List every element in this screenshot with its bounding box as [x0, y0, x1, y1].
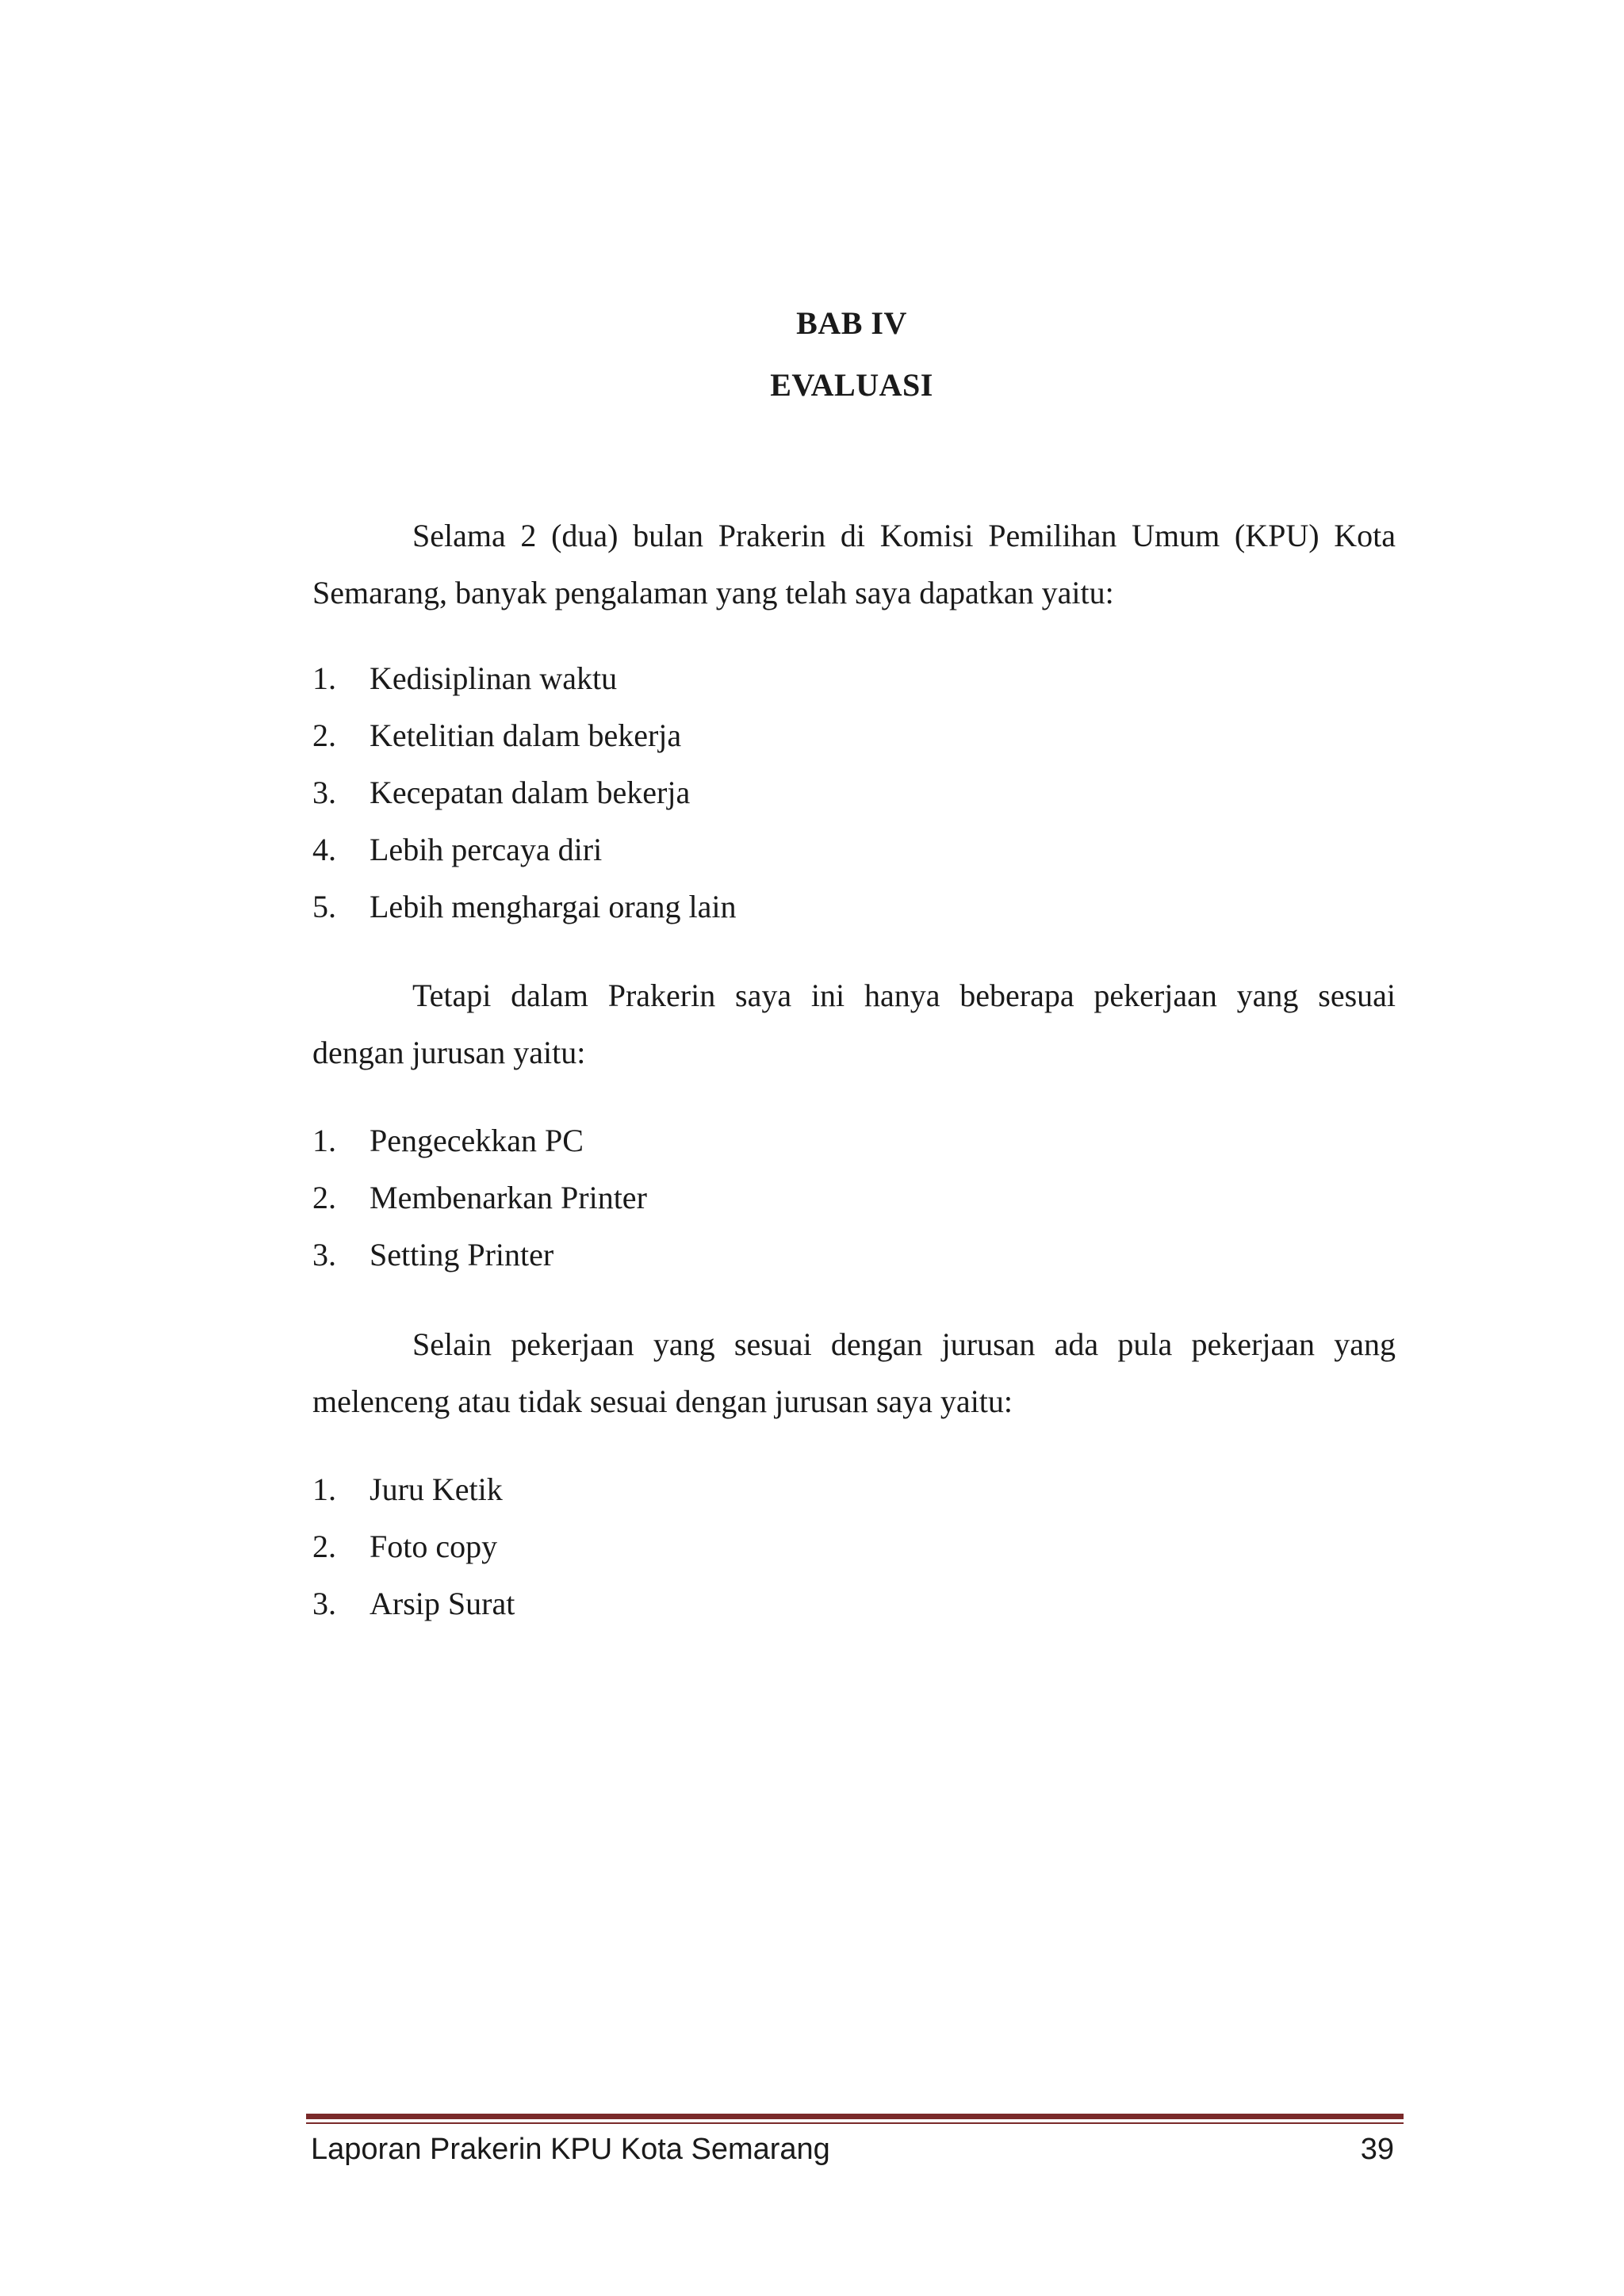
list-text: Lebih percaya diri [370, 832, 603, 867]
list-number: 2. [312, 1529, 336, 1564]
list-text: Kedisiplinan waktu [370, 660, 618, 696]
list-number: 2. [312, 1180, 336, 1215]
list-text: Setting Printer [370, 1237, 554, 1272]
paragraph-intro-line1: Selama 2 (dua) bulan Prakerin di Komisi Pemilihan Umum (KPU) Kota [412, 518, 1396, 553]
list-number: 1. [312, 1471, 336, 1507]
list-item [312, 650, 736, 707]
list-number: 3. [312, 775, 336, 810]
paragraph-intro [312, 507, 1396, 622]
list-text: Arsip Surat [370, 1586, 515, 1621]
list-number: 1. [312, 1123, 336, 1158]
unsuitable-work-list [312, 1461, 515, 1632]
paragraph-unsuitable-work [312, 1316, 1396, 1430]
list-item [312, 1575, 515, 1632]
list-number: 4. [312, 832, 336, 867]
paragraph-unsuitable-line1: Selain pekerjaan yang sesuai dengan jurusan ada pula pekerjaan yang [412, 1326, 1396, 1362]
list-item [312, 821, 736, 878]
list-item [312, 1518, 515, 1575]
list-number: 2. [312, 718, 336, 753]
paragraph-unsuitable-line2: melenceng atau tidak sesuai dengan jurusan saya yaitu: [312, 1383, 1013, 1419]
list-item [312, 1169, 647, 1226]
list-text: Ketelitian dalam bekerja [370, 718, 682, 753]
paragraph-intro-line2: Semarang, banyak pengalaman yang telah saya dapatkan yaitu: [312, 575, 1114, 610]
list-text: Foto copy [370, 1529, 498, 1564]
suitable-work-list [312, 1112, 647, 1284]
list-item [312, 878, 736, 936]
list-number: 5. [312, 889, 336, 924]
page-number: 39 [1360, 2133, 1394, 2166]
chapter-heading: BAB IV [796, 305, 907, 341]
list-item [312, 1112, 647, 1169]
list-number: 3. [312, 1586, 336, 1621]
list-text: Pengecekkan PC [370, 1123, 584, 1158]
list-number: 1. [312, 660, 336, 696]
list-text: Juru Ketik [370, 1471, 503, 1507]
list-text: Membenarkan Printer [370, 1180, 647, 1215]
footer-title: Laporan Prakerin KPU Kota Semarang [311, 2133, 830, 2166]
list-text: Kecepatan dalam bekerja [370, 775, 691, 810]
footer-rule-thick [306, 2114, 1404, 2119]
footer-rule-thin [306, 2122, 1404, 2124]
list-item [312, 707, 736, 764]
experience-list [312, 650, 736, 936]
paragraph-suitable-line1: Tetapi dalam Prakerin saya ini hanya beberapa pekerjaan yang sesuai [412, 978, 1396, 1013]
list-number: 3. [312, 1237, 336, 1272]
paragraph-suitable-work [312, 967, 1396, 1081]
chapter-title: EVALUASI [770, 367, 933, 403]
list-item [312, 764, 736, 821]
list-item [312, 1461, 515, 1518]
list-text: Lebih menghargai orang lain [370, 889, 737, 924]
list-item [312, 1226, 647, 1284]
paragraph-suitable-line2: dengan jurusan yaitu: [312, 1035, 586, 1070]
